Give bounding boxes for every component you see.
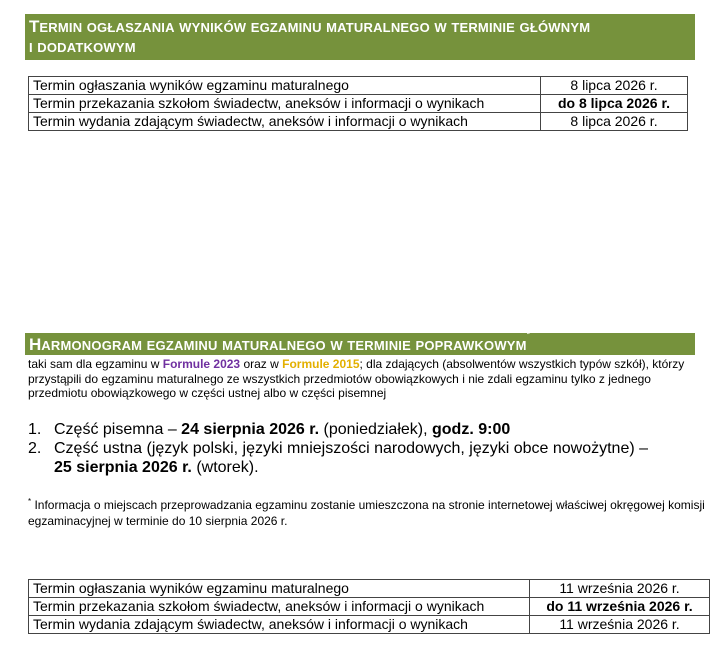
written-exam-time: godz. 9:00 (432, 421, 511, 438)
main-term-heading (25, 14, 695, 60)
main-term-dates-table (28, 76, 688, 131)
footnote: * Informacja o miejscach przeprowadzania egzaminu zostanie umieszczona na stronie internetowej właściwej okręgowej komisji egzaminacyjnej w terminie do 10 sierpnia 2026 r. (28, 497, 705, 528)
row-label: Termin wydania zdającym świadectw, aneksów i informacji o wynikach (29, 616, 530, 634)
row-value: 8 lipca 2026 r. (541, 77, 688, 95)
row-value: do 11 września 2026 r. (530, 598, 710, 616)
row-label: Termin ogłaszania wyników egzaminu maturalnego (29, 580, 530, 598)
table-row (29, 598, 710, 616)
row-value: do 8 lipca 2026 r. (541, 95, 688, 113)
list-item: 2. Część ustna (język polski, języki mniejszości narodowych, języki obce nowożytne) – (28, 440, 649, 457)
formula-2015: Formule 2015 (282, 357, 360, 371)
exam-parts-list (28, 420, 648, 477)
list-item-continuation: 25 sierpnia 2026 r. (wtorek). (54, 459, 259, 476)
main-term-heading-line2: I DODATKOWYM (29, 40, 136, 55)
table-row (29, 113, 688, 131)
oral-exam-date: 25 sierpnia 2026 r. (54, 459, 192, 476)
table-row (29, 77, 688, 95)
table-row (29, 95, 688, 113)
table-row (29, 580, 710, 598)
retake-dates-table (28, 579, 710, 634)
retake-schedule-heading (25, 329, 695, 355)
list-item: 1. Część pisemna – 24 sierpnia 2026 r. (poniedziałek), godz. 9:00 (28, 421, 511, 438)
table-row (29, 616, 710, 634)
footnote-mark: * (526, 329, 530, 339)
formula-2023: Formule 2023 (162, 357, 241, 371)
main-term-heading-line1: TERMIN OGŁASZANIA WYNIKÓW EGZAMINU MATURALNEGO W TERMINIE GŁÓWNYM (29, 17, 591, 36)
row-label: Termin ogłaszania wyników egzaminu maturalnego (29, 77, 541, 95)
row-value: 11 września 2026 r. (530, 616, 710, 634)
row-label: Termin przekazania szkołom świadectw, aneksów i informacji o wynikach (29, 598, 530, 616)
row-value: 8 lipca 2026 r. (541, 113, 688, 131)
row-label: Termin wydania zdającym świadectw, aneksów i informacji o wynikach (29, 113, 541, 131)
written-exam-date: 24 sierpnia 2026 r. (181, 421, 320, 438)
retake-schedule-title: HARMONOGRAM EGZAMINU MATURALNEGO W TERMINIE POPRAWKOWYM* (29, 329, 530, 354)
retake-description: taki sam dla egzaminu w Formule 2023 oraz w Formule 2015; dla zdających (absolwentów wszystkich typów szkół), którzy przystąpili do egzaminu maturalnego ze wszystkich przedmiotów obowiązkowych i nie zdali egzaminu tylko z jednego przedmiotu obowiązkowego w części ustnej albo w części pisemnej (28, 357, 685, 400)
row-label: Termin przekazania szkołom świadectw, aneksów i informacji o wynikach (29, 95, 541, 113)
row-value: 11 września 2026 r. (530, 580, 710, 598)
